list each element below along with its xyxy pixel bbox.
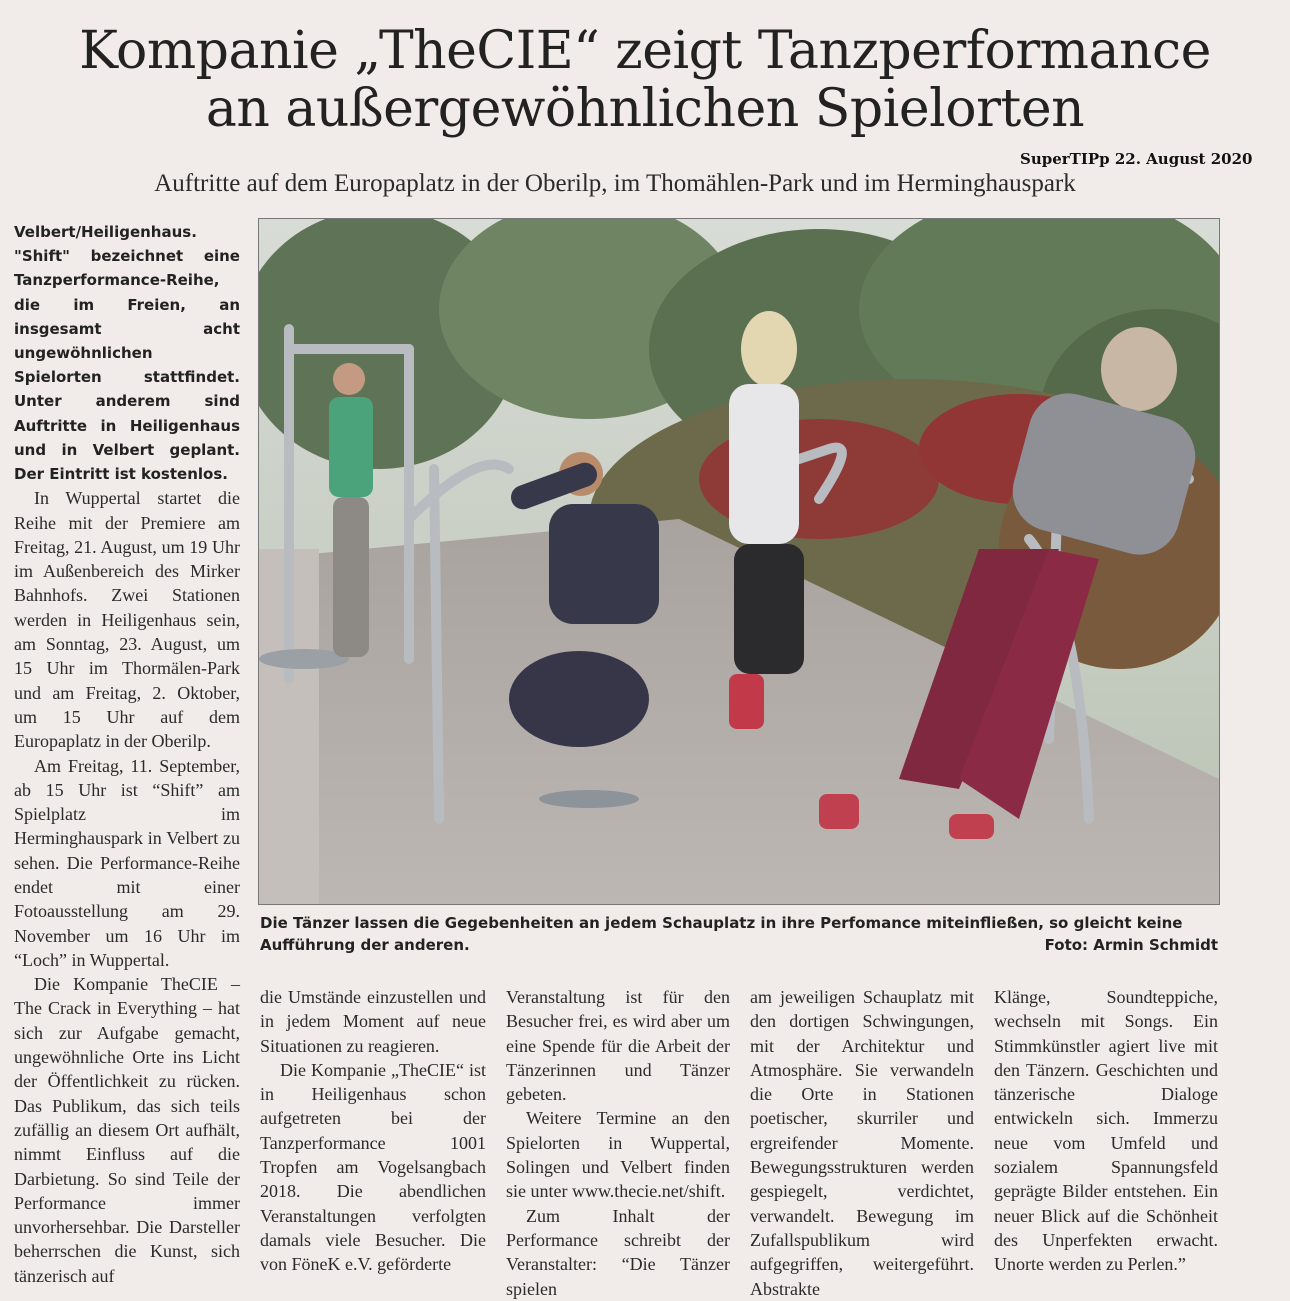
lead-paragraph: Velbert/Heiligenhaus. "Shift" bezeichnet eine Tanzperformance-Reihe, die im Freien, an insgesamt acht ungewöhnlichen Spielorten stattfindet. Unter anderem sind Auftritte in Heiligenhaus und in Velbert geplant. Der Eintritt ist kostenlos.: [14, 223, 240, 484]
paragraph: Weitere Termine an den Spielorten in Wuppertal, Solingen und Velbert finden sie unter www.thecie.net/shift.: [506, 1108, 730, 1202]
source-line: SuperTIPp 22. August 2020: [1020, 150, 1253, 168]
paragraph: Am Freitag, 11. September, ab 15 Uhr ist “Shift” am Spielplatz im Herminghauspark in Velbert zu sehen. Die Performance-Reihe endet mit einer Fotoausstellung am 29. November um 16 Uhr im “Loch” in Wuppertal.: [14, 755, 240, 970]
paragraph: am jeweiligen Schauplatz mit den dortigen Schwingungen, mit der Architektur und Atmosphäre. Sie verwandeln die Orte in Stationen poetischer, skurriler und ergreifender Momente. Bewegungsstrukturen werden gespiegelt, verdichtet, verwandelt. Bewegung im Zufallspublikum wird aufgegriffen, weitergeführt. Abstrakte: [750, 987, 974, 1299]
article-column-1: [14, 220, 240, 1288]
photo-credit: Foto: Armin Schmidt: [1044, 936, 1218, 954]
paragraph: Die Kompanie TheCIE – The Crack in Everything – hat sich zur Aufgabe gemacht, ungewöhnliche Orte ins Licht der Öffentlichkeit zu rücken. Das Publikum, das sich teils zufällig an diesem Ort aufhält, nimmt Einfluss auf die Darbietung. So sind Teile der Performance immer unvorhersehbar. Die Darsteller beherrschen die Kunst, sich tänzerisch auf: [14, 974, 240, 1286]
headline-line-1: Kompanie „TheCIE“ zeigt Tanzperformance: [79, 21, 1211, 81]
article-column-2: [260, 985, 486, 1277]
paragraph: Zum Inhalt der Performance schreibt der Veranstalter: “Die Tänzer spielen: [506, 1205, 730, 1299]
headline: [0, 22, 1290, 138]
headline-line-2: an außergewöhnlichen Spielorten: [205, 79, 1085, 139]
paragraph: Klänge, Soundteppiche, wechseln mit Songs. Ein Stimmkünstler agiert live mit den Tänzern. Geschichten und tänzerische Dialoge entwickeln sich. Immerzu neue vom Umfeld und sozialem Spannungsfeld geprägte Bilder entstehen. Ein neuer Blick auf die Schönheit des Unperfekten erwacht. Unorte werden zu Perlen.”: [994, 987, 1218, 1275]
paragraph: In Wuppertal startet die Reihe mit der Premiere am Freitag, 21. August, um 19 Uhr im Außenbereich des Mirker Bahnhofs. Zwei Stationen werden in Heiligenhaus sein, am Sonntag, 23. August, um 15 Uhr im Thormälen-Park und am Freitag, 2. Oktober, um 15 Uhr auf dem Europaplatz in der Oberilp.: [14, 488, 240, 752]
paragraph: die Umstände einzustellen und in jedem Moment auf neue Situationen zu reagieren.: [260, 987, 486, 1056]
paragraph: Die Kompanie „TheCIE“ ist in Heiligenhaus schon aufgetreten bei der Tanzperformance 1001 Tropfen am Vogelsangbach 2018. Die abendlichen Veranstaltungen verfolgten damals viele Besucher. Die von FöneK e.V. geförderte: [260, 1059, 486, 1275]
caption-text: Die Tänzer lassen die Gegebenheiten an jedem Schauplatz in ihre Perfomance miteinfließen, so gleicht keine Aufführung der anderen.: [260, 914, 1183, 954]
paragraph: Veranstaltung ist für den Besucher frei, es wird aber um eine Spende für die Arbeit der Tänzerinnen und Tänzer gebeten.: [506, 987, 730, 1105]
dancer-green: [329, 363, 373, 657]
subheadline: Auftritte auf dem Europaplatz in der Oberilp, im Thomählen-Park und im Herminghauspark: [154, 170, 1076, 197]
photo-caption: [260, 912, 1218, 956]
article-column-3: [506, 985, 730, 1301]
article-photo: [258, 218, 1220, 905]
article-column-5: [994, 985, 1218, 1277]
dancers-photo-illustration: [259, 219, 1219, 904]
article-column-4: [750, 985, 974, 1301]
